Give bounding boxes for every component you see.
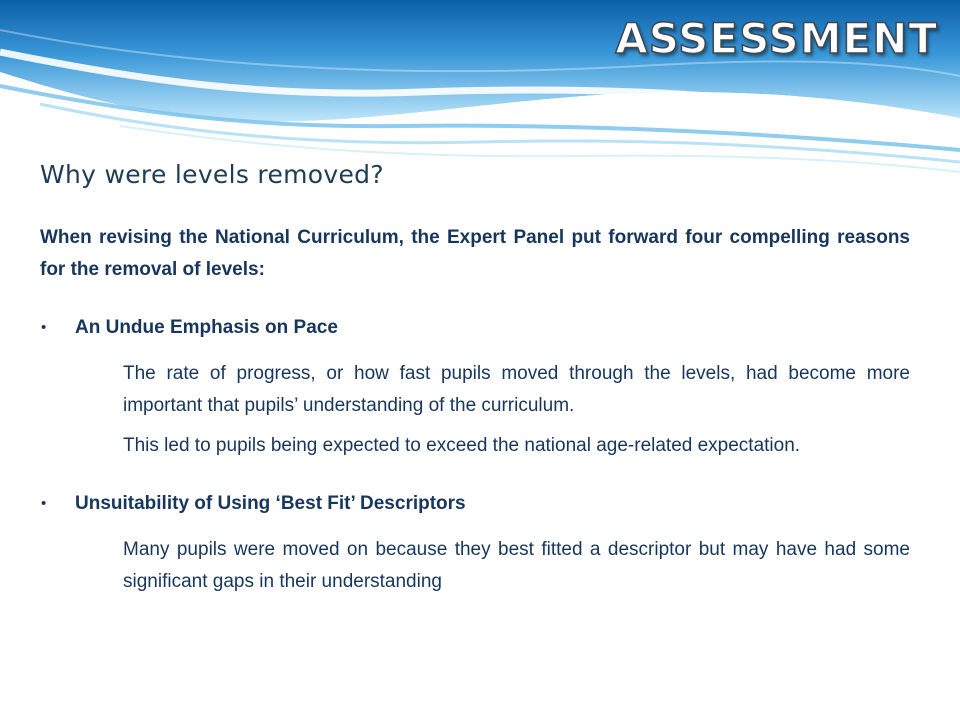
bullet-item [40,488,910,598]
bullet-dot-icon: • [41,319,47,336]
bullet-dot-icon: • [41,495,47,512]
intro-paragraph: When revising the National Curriculum, the Expert Panel put forward four compelling reasons for the removal of levels: [40,227,910,280]
bullet-heading: An Undue Emphasis on Pace [75,317,338,338]
slide-subtitle: Why were levels removed? [40,160,384,189]
slide-content [40,222,910,598]
bullet-item [40,312,910,462]
bullet-paragraph: This led to pupils being expected to exceed the national age-related expectation. [123,435,801,456]
bullet-heading: Unsuitability of Using ‘Best Fit’ Descriptors [75,493,466,514]
bullet-paragraph: The rate of progress, or how fast pupils moved through the levels, had become more important that pupils’ understanding of the curriculum. [123,363,910,416]
slide-title: ASSESSMENT [615,14,938,63]
bullet-paragraph: Many pupils were moved on because they best fitted a descriptor but may have had some significant gaps in their understanding [123,539,910,592]
